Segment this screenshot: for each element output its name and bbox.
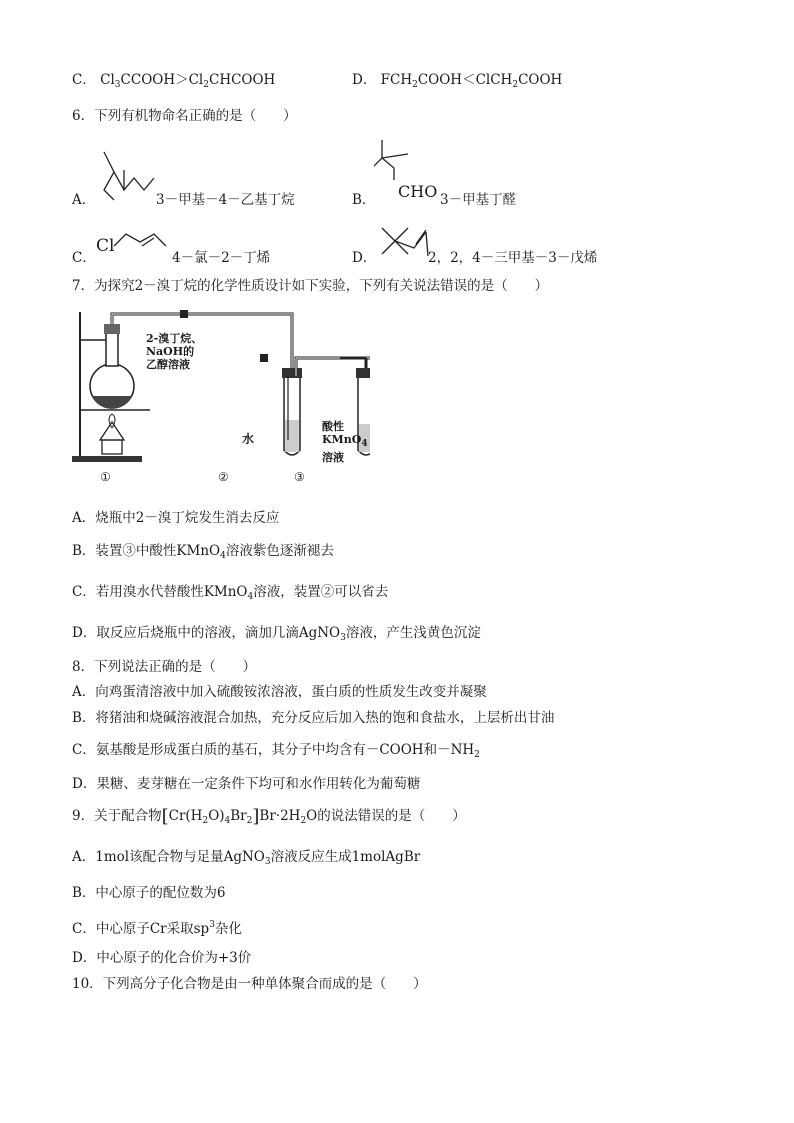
- q5-option-d: D． $FCH_2COOH<ClCH_2COOH$: [352, 72, 563, 90]
- q7-option-c: C．若用溴水代替酸性KMnO$_4$溶液，装置②可以省去: [72, 584, 389, 602]
- q8-option-a: A．向鸡蛋清溶液中加入硫酸铵浓溶液，蛋白质的性质发生改变并凝聚: [72, 684, 487, 700]
- q7-label-2: ②: [218, 470, 229, 484]
- q6-option-c-label: C．: [72, 250, 96, 266]
- q9-option-c: C．中心原子Cr采取$sp^3$杂化: [72, 920, 242, 937]
- q7-option-d: D．取反应后烧瓶中的溶液，滴加几滴AgNO$_3$溶液，产生浅黄色沉淀: [72, 625, 481, 643]
- q6-option-d-structure: [378, 222, 430, 262]
- q7-label-1: ①: [100, 470, 111, 484]
- q8-option-d: D．果糖、麦芽糖在一定条件下均可和水作用转化为葡萄糖: [72, 776, 421, 792]
- q6-option-b-group: CHO: [398, 182, 438, 201]
- q7-option-a: A．烧瓶中2－溴丁烷发生消去反应: [72, 510, 280, 526]
- q6-option-b-structure: [374, 136, 420, 182]
- q7-option-b: B．装置③中酸性KMnO$_4$溶液紫色逐渐褪去: [72, 543, 334, 561]
- q9-option-b: B．中心原子的配位数为6: [72, 885, 226, 901]
- q10-stem: 10．下列高分子化合物是由一种单体聚合而成的是（ ）: [72, 976, 427, 992]
- q6-option-b-name: 3－甲基丁醛: [440, 192, 517, 208]
- q6-option-c-name: 4－氯－2－丁烯: [172, 250, 271, 266]
- q8-option-b: B．将猪油和烧碱溶液混合加热，充分反应后加入热的饱和食盐水，上层析出甘油: [72, 710, 555, 726]
- q7-apparatus-figure: [70, 310, 370, 492]
- q7-flask-label: 2-溴丁烷、 NaOH的 乙醇溶液: [146, 332, 203, 371]
- q9-option-d: D．中心原子的化合价为+3价: [72, 950, 252, 966]
- q7-kmno4-label: 酸性 KMnO$_4$ 溶液: [322, 420, 368, 464]
- q6-option-d-name: 2，2，4－三甲基－3－戊烯: [428, 250, 598, 266]
- q9-bracket-right: ]: [252, 806, 260, 827]
- q8-stem: 8．下列说法正确的是（ ）: [72, 659, 257, 675]
- q6-option-a-structure: [96, 148, 158, 204]
- q7-water-label: 水: [242, 432, 255, 446]
- q6-option-a-label: A．: [72, 192, 96, 208]
- q7-stem: 7．为探究2－溴丁烷的化学性质设计如下实验，下列有关说法错误的是（ ）: [72, 278, 549, 294]
- q9-option-a: A．1mol该配合物与足量AgNO$_3$溶液反应生成1molAgBr: [72, 849, 421, 867]
- q6-option-c-structure: [112, 226, 170, 256]
- q6-option-c-group: Cl: [96, 236, 115, 256]
- q6-stem: 6．下列有机物命名正确的是（ ）: [72, 108, 297, 124]
- q6-option-b-label: B．: [352, 192, 376, 208]
- q8-option-c: C．氨基酸是形成蛋白质的基石，其分子中均含有－COOH和$-NH_2$: [72, 742, 480, 760]
- q9-bracket-left: [: [161, 806, 169, 827]
- q7-figure-spacer: [360, 356, 362, 358]
- q7-label-3: ③: [294, 470, 305, 484]
- q9-stem: 9．关于配合物$[Cr(H_2O)_4Br_2]Br\cdot 2H_2O$的说法错误的是（ ）: [72, 806, 466, 827]
- q6-option-d-label: D．: [352, 250, 377, 266]
- q6-option-a-name: 3－甲基－4－乙基丁烷: [156, 192, 295, 208]
- q5-option-c: C． $Cl_3CCOOH>Cl_2CHCOOH$: [72, 72, 276, 90]
